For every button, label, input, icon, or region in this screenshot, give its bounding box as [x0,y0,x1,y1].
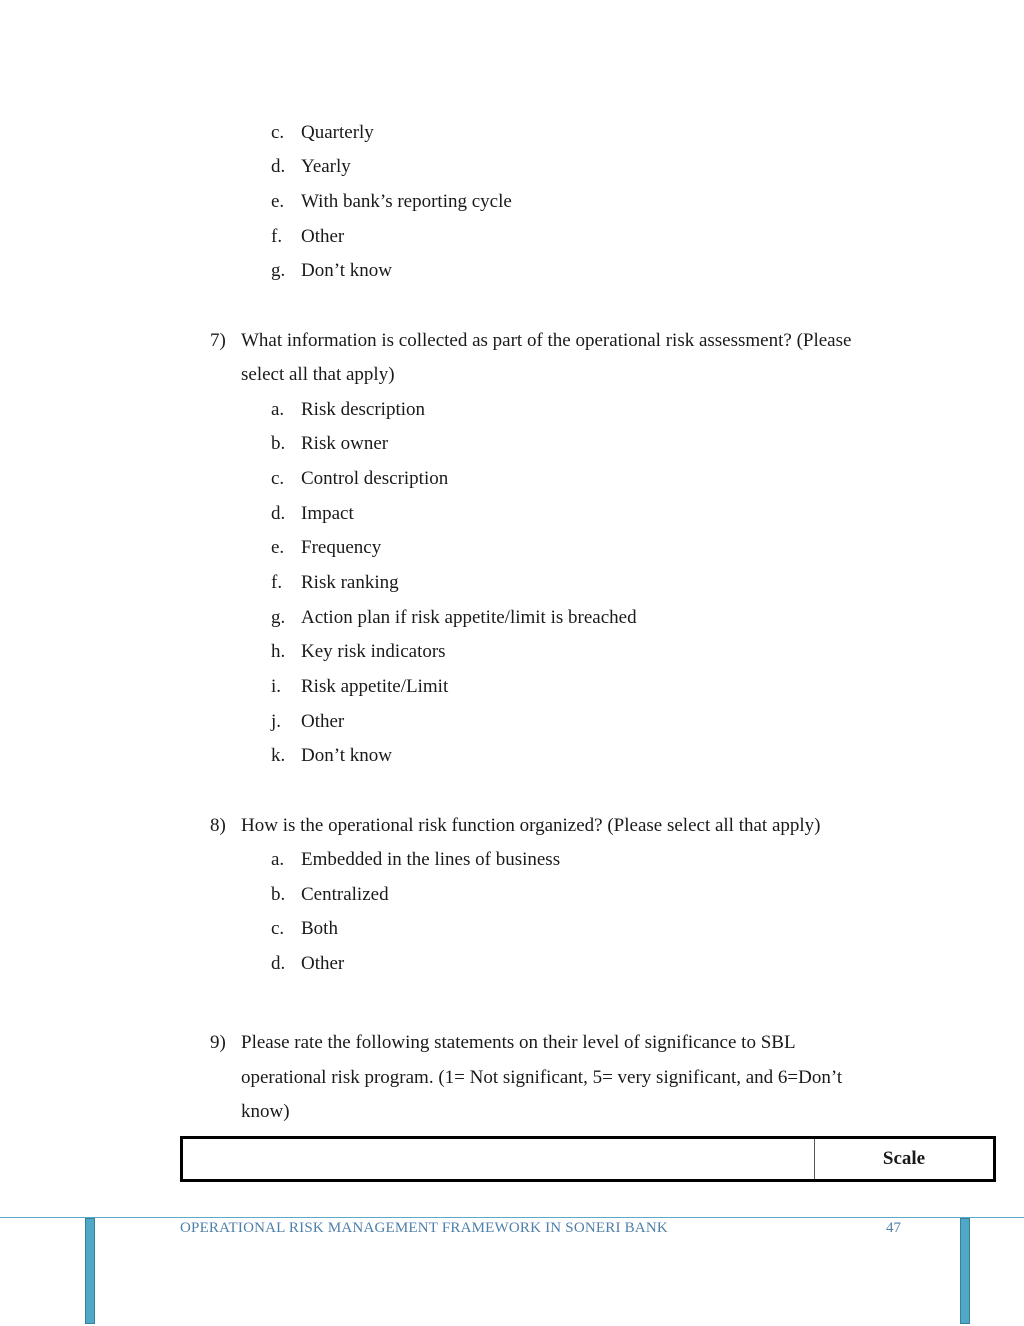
option-letter: d. [271,503,286,524]
question-text-line: How is the operational risk function organized? (Please select all that apply) [241,815,821,836]
option-text: Key risk indicators [301,641,446,662]
question-number: 7) [210,330,226,351]
option-text: Action plan if risk appetite/limit is breached [301,607,637,628]
option-text: Risk owner [301,433,389,454]
rating-table [180,1136,996,1182]
option-letter: f. [271,572,283,593]
option-letter: e. [271,191,285,212]
option-text: Embedded in the lines of business [301,849,561,870]
question-text-line: operational risk program. (1= Not significant, 5= very significant, and 6=Don’t [241,1067,843,1088]
option-letter: h. [271,641,286,662]
option-letter: j. [271,711,282,732]
option-text: Impact [301,503,354,524]
option-letter: c. [271,468,285,489]
option-text: Yearly [301,156,351,177]
option-letter: c. [271,918,285,939]
option-letter: d. [271,156,286,177]
option-letter: a. [271,399,285,420]
option-text: Risk description [301,399,426,420]
footer-title: OPERATIONAL RISK MANAGEMENT FRAMEWORK IN SONERI BANK [180,1220,668,1236]
option-text: Frequency [301,537,382,558]
footer-bar-left [85,1218,95,1324]
footer-divider [0,1217,1024,1218]
option-text: Risk appetite/Limit [301,676,449,697]
option-letter: i. [271,676,282,697]
option-text: Don’t know [301,745,392,766]
question-number: 9) [210,1032,226,1053]
option-text: Control description [301,468,449,489]
option-text: Both [301,918,338,939]
option-text: Other [301,953,345,974]
option-text: Other [301,711,345,732]
option-text: Quarterly [301,122,374,143]
option-letter: e. [271,537,285,558]
scale-column-header: Scale [882,1148,926,1169]
option-letter: b. [271,884,286,905]
option-letter: d. [271,953,286,974]
option-text: Other [301,226,345,247]
question-number: 8) [210,815,226,836]
question-text-line: What information is collected as part of the operational risk assessment? (Please [241,330,852,351]
statement-column-header [183,1139,815,1179]
option-letter: b. [271,433,286,454]
option-letter: c. [271,122,285,143]
option-text: Risk ranking [301,572,399,593]
option-text: Don’t know [301,260,392,281]
option-text: Centralized [301,884,389,905]
option-letter: a. [271,849,285,870]
footer-bar-right [960,1218,970,1324]
question-text-line: know) [241,1101,290,1122]
page-number: 47 [886,1220,901,1236]
question-text-line: Please rate the following statements on their level of significance to SBL [241,1032,796,1053]
option-letter: f. [271,226,283,247]
option-letter: g. [271,260,286,281]
option-letter: g. [271,607,286,628]
question-text-line: select all that apply) [241,364,395,385]
option-letter: k. [271,745,286,766]
option-text: With bank’s reporting cycle [301,191,512,212]
